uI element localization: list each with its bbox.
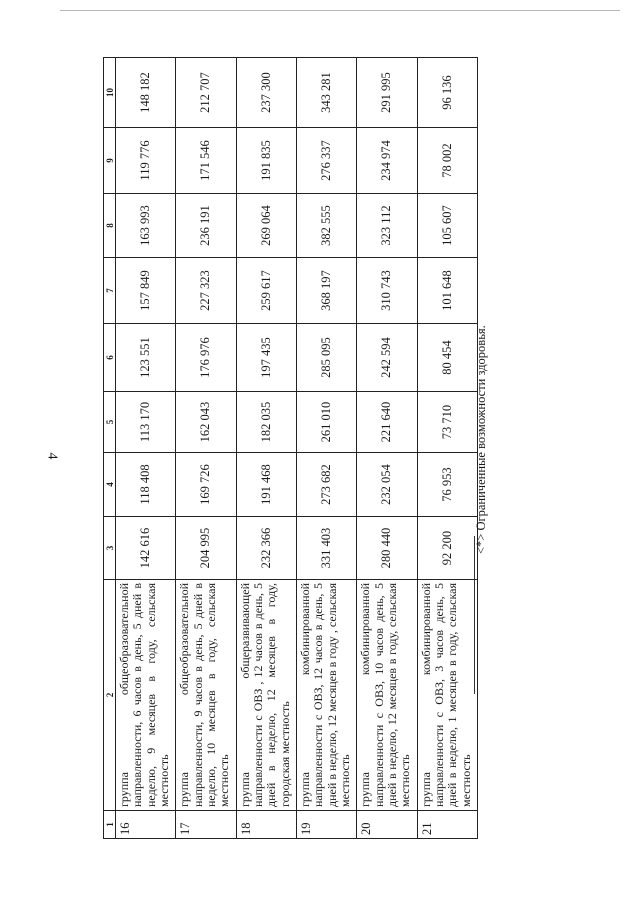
value-cell: 191 468 [236, 453, 296, 517]
value-cell: 368 197 [296, 258, 356, 324]
description-rest: направленности с ОВЗ, 12 часов в день, 5 дней в неделю, 12 месяцев в году , сельская местность [311, 583, 352, 807]
header-cell: 8 [104, 194, 116, 258]
row-description [357, 580, 417, 811]
value-cell: 234 974 [357, 128, 417, 194]
table-row [176, 58, 236, 839]
value-cell: 291 995 [357, 58, 417, 128]
row-description [116, 580, 176, 811]
value-cell: 191 835 [236, 128, 296, 194]
value-cell: 92 200 [417, 517, 477, 580]
value-cell: 276 337 [296, 128, 356, 194]
value-cell: 221 640 [357, 392, 417, 453]
table-row [116, 58, 176, 839]
description-rest: направленности, 9 часов в день, 5 дней в неделю, 10 месяцев в году, сельская местность [190, 583, 232, 807]
header-cell: 1 [104, 811, 116, 839]
value-cell: 76 953 [417, 453, 477, 517]
header-cell: 3 [104, 517, 116, 580]
row-description [417, 580, 477, 811]
footnote: <*> Ограниченные возможности здоровья. [474, 325, 488, 554]
header-cell: 6 [104, 324, 116, 392]
value-cell: 78 002 [417, 128, 477, 194]
value-cell: 310 743 [357, 258, 417, 324]
table-row [357, 58, 417, 839]
description-rest: направленности с ОВЗ, 3 часов день, 5 дней в неделю, 1 месяцев в году, сельская местность [431, 583, 473, 807]
value-cell: 323 112 [357, 194, 417, 258]
row-description [236, 580, 296, 811]
value-cell: 280 440 [357, 517, 417, 580]
cost-table [103, 57, 478, 839]
row-number: 16 [116, 811, 176, 839]
value-cell: 176 976 [176, 324, 236, 392]
value-cell: 285 095 [296, 324, 356, 392]
table-row [417, 58, 477, 839]
header-cell: 5 [104, 392, 116, 453]
value-cell: 237 300 [236, 58, 296, 128]
table-row [236, 58, 296, 839]
description-rest: направленности с ОВЗ , 12 часов в день, 5 дней в неделю, 12 месяцев в году, городская местность [250, 583, 292, 807]
description-first-line: группа общеразвивающей [237, 583, 252, 807]
value-cell: 261 010 [296, 392, 356, 453]
scan-edge-line [60, 10, 620, 11]
value-cell: 148 182 [116, 58, 176, 128]
row-number: 19 [296, 811, 356, 839]
value-cell: 273 682 [296, 453, 356, 517]
page-number: 4 [44, 452, 60, 460]
table-row [296, 58, 356, 839]
value-cell: 73 710 [417, 392, 477, 453]
rotated-table-container [103, 58, 478, 839]
value-cell: 119 776 [116, 128, 176, 194]
header-cell: 9 [104, 128, 116, 194]
value-cell: 197 435 [236, 324, 296, 392]
value-cell: 171 546 [176, 128, 236, 194]
value-cell: 232 054 [357, 453, 417, 517]
value-cell: 80 454 [417, 324, 477, 392]
table-header-row [104, 58, 116, 839]
row-number: 20 [357, 811, 417, 839]
description-rest: направленности с ОВЗ, 10 часов день, 5 дней в неделю, 12 месяцев в году, сельская местность [371, 583, 413, 807]
value-cell: 343 281 [296, 58, 356, 128]
row-description [296, 580, 356, 811]
value-cell: 162 043 [176, 392, 236, 453]
value-cell: 142 616 [116, 517, 176, 580]
row-number: 21 [417, 811, 477, 839]
description-rest: направленности, 6 часов в день, 5 дней в неделю, 9 месяцев в году, сельская местность [130, 583, 171, 807]
value-cell: 163 993 [116, 194, 176, 258]
value-cell: 204 995 [176, 517, 236, 580]
description-first-line: группа комбинированной [418, 583, 433, 807]
value-cell: 123 551 [116, 324, 176, 392]
value-cell: 105 607 [417, 194, 477, 258]
value-cell: 382 555 [296, 194, 356, 258]
row-number: 17 [176, 811, 236, 839]
value-cell: 269 064 [236, 194, 296, 258]
header-cell: 4 [104, 453, 116, 517]
value-cell: 169 726 [176, 453, 236, 517]
header-cell: 10 [104, 58, 116, 128]
value-cell: 227 323 [176, 258, 236, 324]
value-cell: 242 594 [357, 324, 417, 392]
value-cell: 212 707 [176, 58, 236, 128]
value-cell: 157 849 [116, 258, 176, 324]
description-first-line: группа общеобразовательной [177, 583, 192, 807]
value-cell: 96 136 [417, 58, 477, 128]
value-cell: 331 403 [296, 517, 356, 580]
header-cell: 2 [104, 580, 116, 811]
description-first-line: группа комбинированной [297, 583, 312, 807]
value-cell: 113 170 [116, 392, 176, 453]
value-cell: 118 408 [116, 453, 176, 517]
value-cell: 232 366 [236, 517, 296, 580]
header-cell: 7 [104, 258, 116, 324]
value-cell: 182 035 [236, 392, 296, 453]
value-cell: 259 617 [236, 258, 296, 324]
footnote-separator [474, 536, 475, 694]
description-first-line: группа комбинированной [358, 583, 373, 807]
row-number: 18 [236, 811, 296, 839]
description-first-line: группа общеобразовательной [117, 583, 131, 807]
value-cell: 236 191 [176, 194, 236, 258]
value-cell: 101 648 [417, 258, 477, 324]
row-description [176, 580, 236, 811]
